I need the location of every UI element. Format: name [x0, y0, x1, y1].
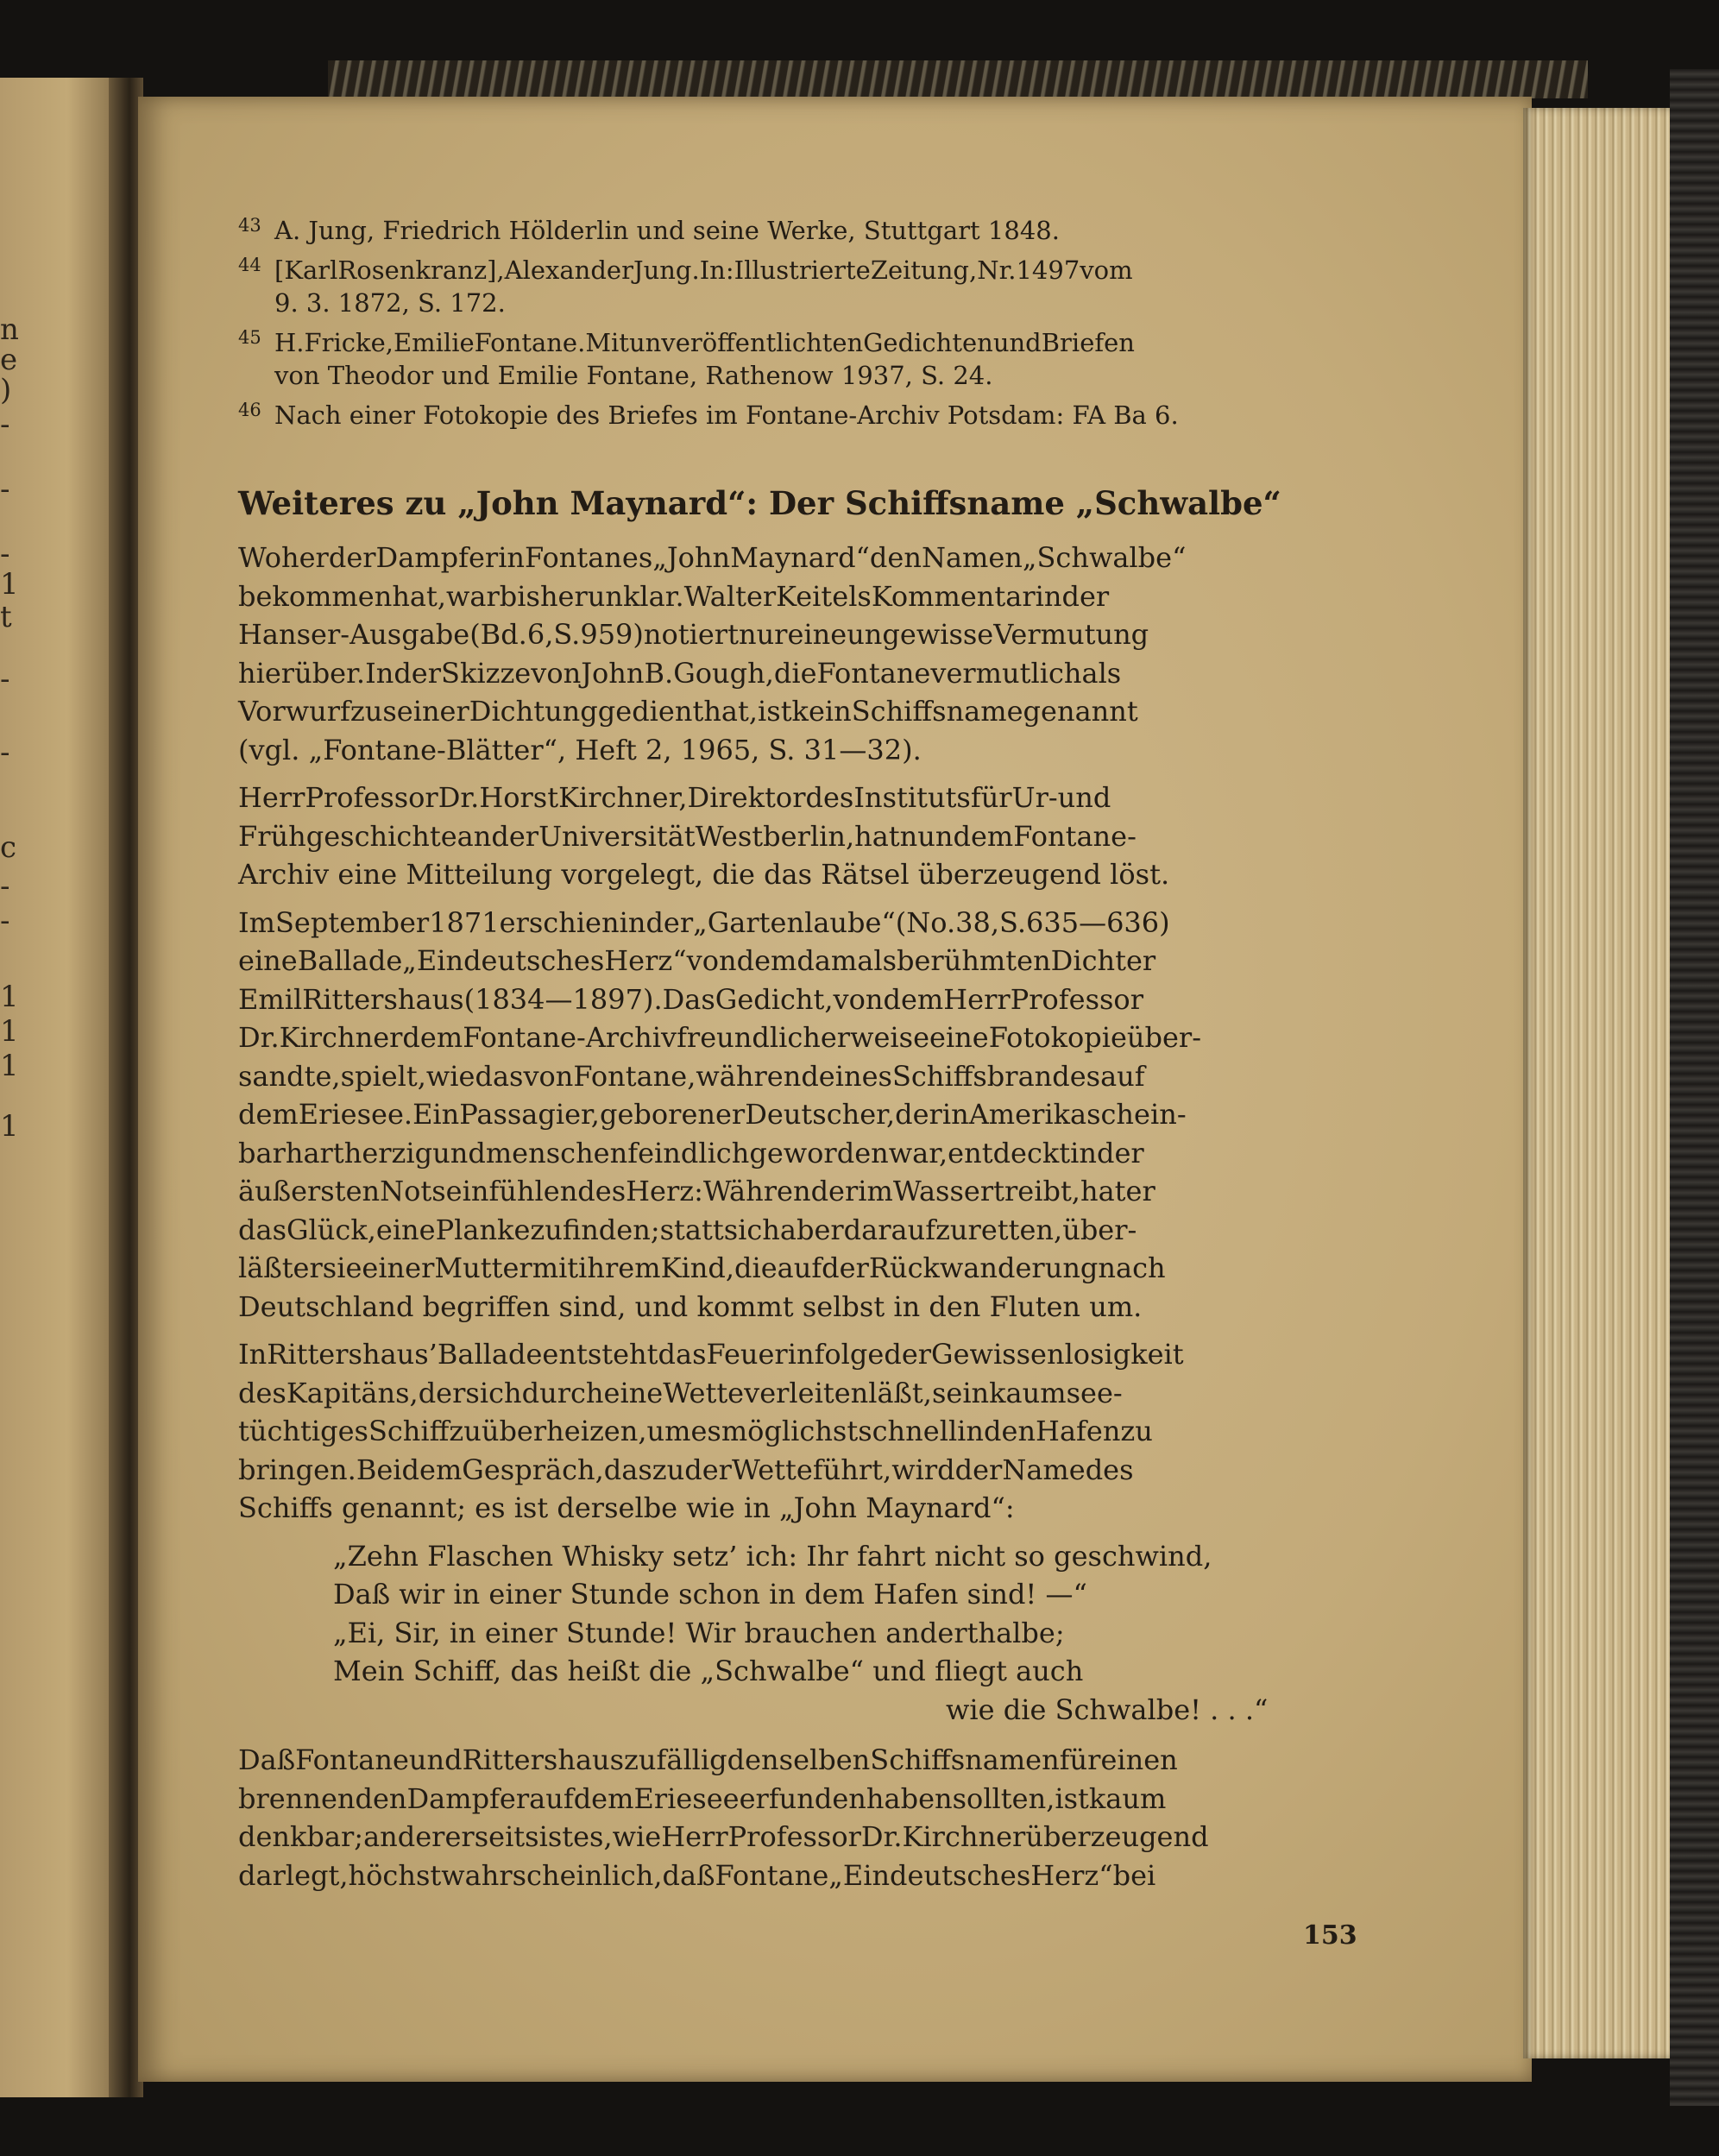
section-heading: Weiteres zu „John Maynard“: Der Schiffsname „Schwalbe“ — [238, 484, 1281, 522]
paragraph: HerrProfessorDr.HorstKirchner,DirektordesInstitutsfürUr-und FrühgeschichteanderUniversitätWestberlin,hatnundemFontane- Archiv eine Mitteilung vorgelegt, die das Rätsel überzeugend löst. — [238, 781, 1170, 891]
footnote: 43 A. Jung, Friedrich Hölderlin und seine Werke, Stuttgart 1848. — [238, 214, 1347, 247]
footnote: 46 Nach einer Fotokopie des Briefes im Fontane-Archiv Potsdam: FA Ba 6. — [238, 399, 1347, 432]
paragraph: WoherderDampferinFontanes„JohnMaynard“denNamen„Schwalbe“ bekommenhat,warbisherunklar.WalterKeitelsKommentarinder Hanser-Ausgabe(Bd.6,S.959)notiertnureineungewisseVermutung hierüber.InderSkizzevonJohnB.Gough,dieFontanevermutlichals VorwurfzuseinerDichtunggedienthat,istkeinSchiffsnamegenannt (vgl. „Fontane-Blätter“, Heft 2, 1965, S. 31—32). — [238, 541, 1187, 766]
page-number: 153 — [1303, 1920, 1357, 1951]
page-edges — [1523, 108, 1674, 2058]
footnote-number: 43 — [238, 215, 261, 236]
footnotes — [238, 214, 1347, 432]
paragraph: InRittershaus’BalladeentstehtdasFeuerinfolgederGewissenlosigkeit desKapitäns,dersichdurcheineWetteverleitenläßt,seinkaumsee- tüchtigesSchiffzuüberheizen,umesmöglichstschnellindenHafenzu bringen.BeidemGespräch,daszuderWetteführt,wirdderNamedes Schiffs genannt; es ist derselbe wie in „John Maynard“: — [238, 1338, 1184, 1524]
footnote-number: 46 — [238, 400, 261, 420]
footnote-number: 44 — [238, 255, 261, 275]
book-cover-edge — [1670, 69, 1719, 2106]
footnote: 45 H.Fricke,EmilieFontane.MitunveröffentlichtenGedichtenundBriefen von Theodor und Emilie Fontane, Rathenow 1937, S. 24. — [238, 326, 1347, 392]
paragraph: DaßFontaneundRittershauszufälligdenselbenSchiffsnamenfüreinen brennendenDampferaufdemErieseeerfundenhabensollten,istkaum denkbar;andererseitsistes,wieHerrProfessorDr.Kirchnerüberzeugend darlegt,höchstwahrscheinlich,daßFontane„EindeutschesHerz“bei — [238, 1743, 1209, 1892]
footnote-number: 45 — [238, 327, 261, 348]
verse-quote: „Zehn Flaschen Whisky setz’ ich: Ihr fahrt nicht so geschwind, Daß wir in einer Stunde schon in dem Hafen sind! —“ „Ei, Sir, in einer Stunde! Wir brauchen anderthalbe; Mein Schiff, das heißt die „Schwalbe“ und fliegt auch wie die Schwalbe! . . .“ — [333, 1539, 1269, 1726]
page-text — [238, 214, 1347, 1904]
paragraph: ImSeptember1871erschieninder„Gartenlaube“(No.38,S.635—636) eineBallade„EindeutschesHerz“vondemdamalsberühmtenDichter EmilRittershaus(1834—1897).DasGedicht,vondemHerrProfessor Dr.KirchnerdemFontane-ArchivfreundlicherweiseeineFotokopieüber- sandte,spielt,wiedasvonFontane,währendeinesSchiffsbrandesauf demEriesee.EinPassagier,geborenerDeutscher,derinAmerikaschein- barhartherzigundmenschenfeindlichgewordenwar,entdecktinder äußerstenNotseinfühlendesHerz:WährenderimWassertreibt,hater dasGlück,einePlankezufinden;stattsichaberdaraufzuretten,über- läßtersieeinerMuttermitihremKind,dieaufderRückwanderungnach Deutschland begriffen sind, und kommt selbst in den Fluten um. — [238, 905, 1202, 1323]
left-page: n e ) - - - 1 t - - c - - 1 1 1 1 — [0, 78, 112, 2097]
book-top-edge — [328, 60, 1588, 98]
footnote: 44 [KarlRosenkranz],AlexanderJung.In:IllustrierteZeitung,Nr.1497vom 9. 3. 1872, S. 172. — [238, 254, 1347, 319]
